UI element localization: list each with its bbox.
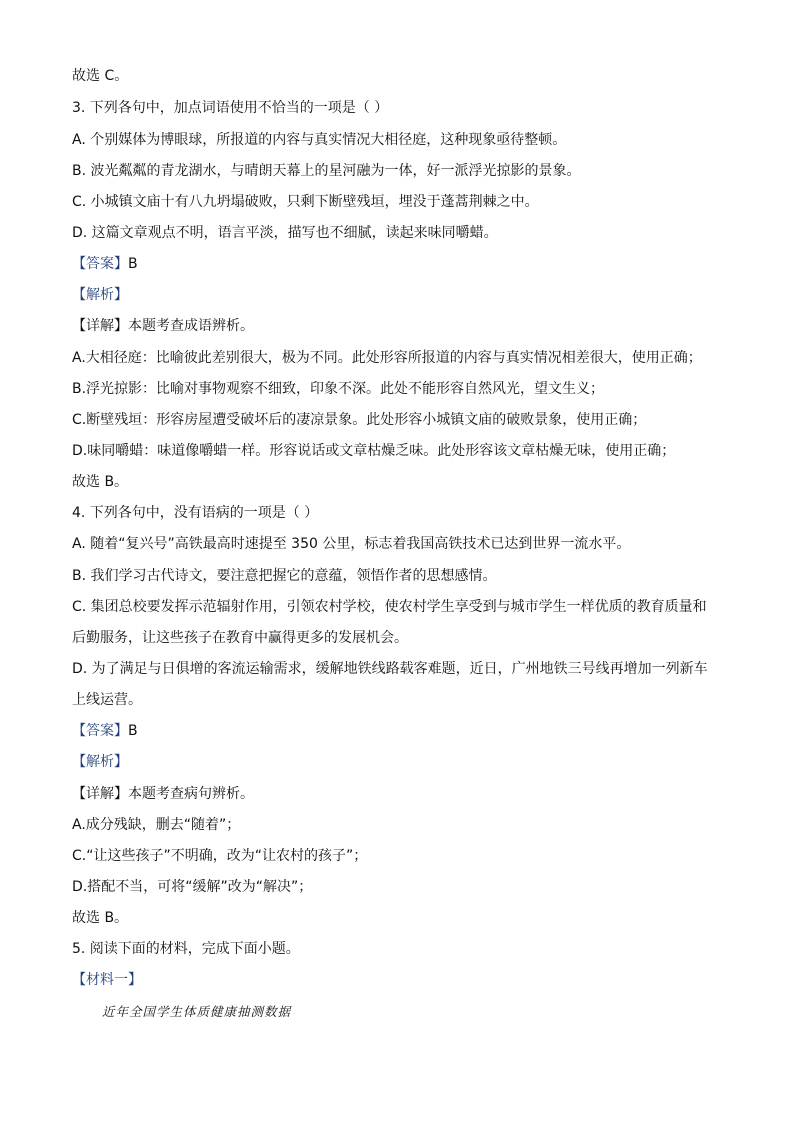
answer-tag: 【答案】 <box>72 256 128 272</box>
q4-explanation-d: D.搭配不当，可将“缓解”改为“解决”； <box>72 879 313 895</box>
detail-tag: 【详解】 <box>72 786 128 802</box>
material-one-heading <box>72 970 142 990</box>
q3-option-a: A. 个别媒体为博眼球，所报道的内容与真实情况大相径庭，这种现象亟待整顿。 <box>72 132 567 148</box>
analysis-tag: 【解析】 <box>72 754 128 770</box>
q3-option-d: D. 这篇文章观点不明，语言平淡，描写也不细腻，读起来味同嚼蜡。 <box>72 225 498 241</box>
q4-option-d-line2: 上线运营。 <box>72 692 142 708</box>
material-tag: 【材料一】 <box>72 972 142 988</box>
q4-answer <box>72 721 138 741</box>
q3-explanation-a: A.大相径庭：比喻彼此差别很大，极为不同。此处形容所报道的内容与真实情况相差很大，使用正确； <box>72 350 702 366</box>
answer-tag: 【答案】 <box>72 723 128 739</box>
q3-option-b: B. 波光粼粼的青龙湖水，与晴朗天幕上的星河融为一体，好一派浮光掠影的景象。 <box>72 163 581 179</box>
q4-conclusion: 故选 B。 <box>72 910 129 926</box>
q4-explanation-c: C.“让这些孩子”不明确，改为“让农村的孩子”； <box>72 848 368 864</box>
detail-text: 本题考查病句辨析。 <box>128 786 254 802</box>
answer-value: B <box>128 723 138 739</box>
analysis-tag: 【解析】 <box>72 287 128 303</box>
answer-value: B <box>128 256 138 272</box>
q3-stem: 3. 下列各句中，加点词语使用不恰当的一项是（ ） <box>72 100 389 116</box>
q4-analysis-heading <box>72 752 128 772</box>
q3-conclusion: 故选 B。 <box>72 474 129 490</box>
q3-option-c: C. 小城镇文庙十有八九坍塌破败，只剩下断壁残垣，埋没于蓬蒿荆棘之中。 <box>72 194 539 210</box>
q4-option-c-line2: 后勤服务，让这些孩子在教育中赢得更多的发展机会。 <box>72 630 408 646</box>
q3-answer <box>72 254 138 274</box>
detail-tag: 【详解】 <box>72 318 128 334</box>
q3-detail <box>72 316 254 336</box>
material-table-caption: 近年全国学生体质健康抽测数据 <box>102 1004 292 1019</box>
q3-analysis-heading <box>72 285 128 305</box>
detail-text: 本题考查成语辨析。 <box>128 318 254 334</box>
q4-option-c-line1: C. 集团总校要发挥示范辐射作用，引领农村学校，使农村学生享受到与城市学生一样优质的教育质量和 <box>72 599 707 615</box>
q4-explanation-a: A.成分残缺，删去“随着”； <box>72 817 241 833</box>
q3-explanation-c: C.断壁残垣：形容房屋遭受破坏后的凄凉景象。此处形容小城镇文庙的破败景象，使用正确； <box>72 412 647 428</box>
q4-detail <box>72 784 254 804</box>
q4-option-b: B. 我们学习古代诗文，要注意把握它的意蕴，领悟作者的思想感情。 <box>72 568 497 584</box>
q4-option-d-line1: D. 为了满足与日俱增的客流运输需求，缓解地铁线路载客难题，近日，广州地铁三号线再增加一列新车 <box>72 661 708 677</box>
q3-explanation-d: D.味同嚼蜡：味道像嚼蜡一样。形容说话或文章枯燥乏味。此处形容该文章枯燥无味，使用正确； <box>72 443 676 459</box>
q4-stem: 4. 下列各句中，没有语病的一项是（ ） <box>72 505 319 521</box>
previous-conclusion: 故选 C。 <box>72 68 129 84</box>
q5-stem: 5. 阅读下面的材料，完成下面小题。 <box>72 941 300 957</box>
q4-option-a: A. 随着“复兴号”高铁最高时速提至 350 公里，标志着我国高铁技术已达到世界一流水平。 <box>72 536 631 552</box>
q3-explanation-b: B.浮光掠影：比喻对事物观察不细致，印象不深。此处不能形容自然风光，望文生义； <box>72 381 605 397</box>
